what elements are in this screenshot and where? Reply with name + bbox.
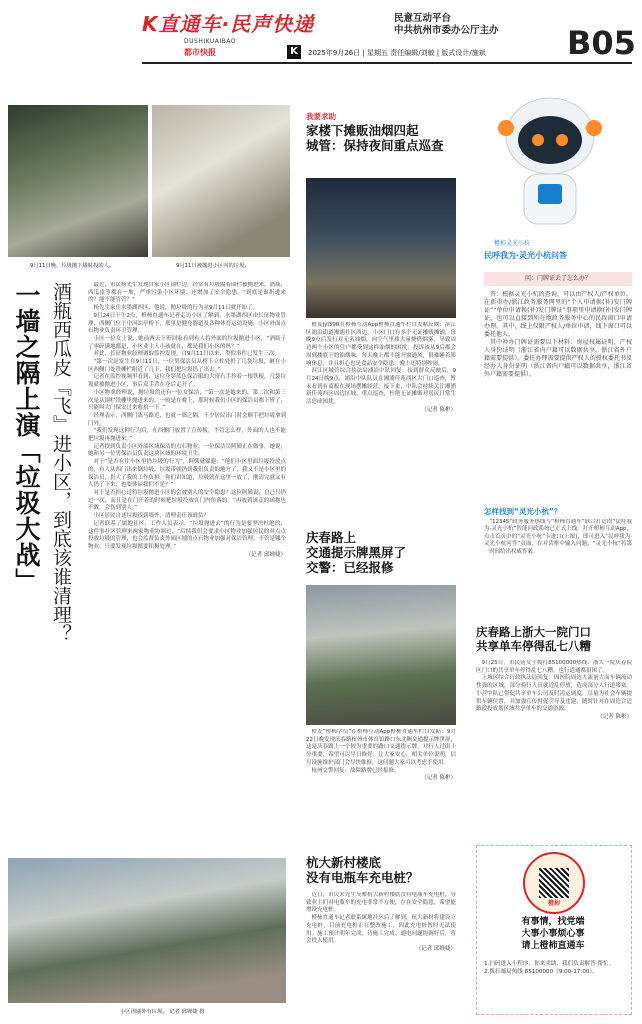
photo3-caption: 小区围墙外有垃圾。 记者 邱婵婕 摄 <box>120 1009 205 1015</box>
qr-label: 橙柿 <box>547 900 560 907</box>
story3-caption: 橙友“橙柿学员”在橙柿互动App橙柿直通车栏目发帖：9月22日晚发现庆春路杭州市体育馆路口东北侧交通提示牌黑屏，这是庆春路上一个较为重要的路口交通提示牌，对行人过街十分重要，希望可以早日修好，让大家安心。相关单位说明，信号设施维护部门会尽快维修，这问题大家可以考虑不使用。 <box>306 729 456 766</box>
story2-photo <box>306 178 456 318</box>
main-photo-3 <box>8 858 286 1003</box>
main-para: 记者在监控视频里看到，这位身穿蓝色保洁服的大哥右手拎着一根铁棍，几袋垃圾就被抛进小区，事后双手背在身后走开了。 <box>88 374 286 389</box>
story2-headline-line1: 家楼下摊贩油烟四起 <box>306 123 419 138</box>
qr-badge <box>523 852 585 914</box>
main-story-body <box>88 282 286 848</box>
ai-answer-block <box>484 291 632 437</box>
main-para: 小区物业经理说，抛垃圾的还有一位女保洁，“第一次是她来的，第二次和第三次是从围栏铁栅里抛进来的。一般是在晚上，那时候我们小区的保洁员都下班了，只能叫大门保安过来收拾一下。” <box>88 389 286 412</box>
ai-question: 问：门牌证丢了怎么办？ <box>484 272 632 286</box>
main-para: 小区居民自述垃圾找到墙外，清理责任该谁负？ <box>93 513 210 520</box>
paper-name-cn: 都市快报 <box>184 48 216 57</box>
main-signature: （记者 邱婵婕） <box>245 551 286 558</box>
story2-kicker-text: 我要求助 <box>306 112 336 121</box>
story5-para: 9月25日，市民汤女士拨打85100000热线：浙大一院庆春院区门口的共享单车停得乱七八糟，也行道通都很困了。 <box>476 660 632 674</box>
story3-reply: 杭州交警回复：故障路牌已经报修。 <box>311 767 400 774</box>
photo1-caption: 9月11日晚，垃圾抛下墙时投的人。 <box>30 263 115 269</box>
story4-headline <box>306 855 419 885</box>
story2-caption: 橙友jyl39R在橙柿互动App橙柿直通车栏目发帖反映：滨江区浦沿街道湘浦社区西边，小区门口有多个无证摊贩摊铺，每晚9点后发行对无名油烟，向空气里排大量烧烤烟雾，导致周边两个小区的住户都受到这样油烟的困扰。投诉该从9后都会周到楼底下的油烟味，每天晚上都不能开窗通风，很难睡着影响休息，并且担心也是食品安全隐患，晚上还特别吵闹。 <box>306 322 456 367</box>
story3-signature: （记者 陈彬） <box>421 775 456 782</box>
story2-signature: （记者 陈彬） <box>421 406 456 413</box>
story4-signature: （记者 邱婵婕） <box>415 945 456 952</box>
date-line: 2025年9月26日 | 星期五 责任编辑/刘敏 | 版式设计/施斌 <box>308 49 486 57</box>
k-mark-icon: K <box>287 45 301 59</box>
robot-mascot-icon <box>484 88 616 238</box>
main-para: 9月24日下午2点，橙柿直通车记者走访小区了解到，水墨湖西区由长征物业管理，西侧门位于中河凉亭桥下，那里是健身器道及各种体育运动设施，小区外面点石物业负责环卫管理。 <box>88 312 286 335</box>
story5-headline-line2: 共享单车停得乱七八糟 <box>476 639 591 653</box>
main-para: 记者联系了属地社区，工作人员表示，“垃圾抛进去”的行为是要坚决杜绝的，这件事社区管理来两家物业协调过，“后续我们会要求小区物业加强居民的对点点投放垃圾的管理，也会监督负责外面区域的点石物业加强对保洁管理，不管是哪个物业，只要发现垃圾都要积极处理。” <box>88 520 286 550</box>
page-number: B05 <box>567 24 636 62</box>
paper-name-en: DUSHIKUAIBAO <box>184 38 236 45</box>
qr-code-icon <box>539 868 569 898</box>
story3-body <box>306 729 456 835</box>
story2-reply: 滨江区城管综合执法局浦沿中队回复：接到群众反映后，9月24日晚9点，浦沿中队队员在湘浦佳苑西区大门口巡查，暂未看到有商贩在现场摆摊经营。接下来，中队会持续关注湘浦新佳苑西区周边区域，重点巡查，杜绝无证摊贩对居民日常生活造成困扰。 <box>306 368 456 406</box>
story3-headline <box>306 530 406 575</box>
story3-headline-line2: 交通提示牌黑屏了 <box>306 545 407 560</box>
mascot-illustration <box>484 88 616 238</box>
slogan-line2: 大事小事烦心事 <box>521 929 585 939</box>
main-para: 对于是否担心过将垃圾抛进小区的会被别人的安全隐患？这位阿姨说，自己只扔过一次，而且是在门开着的时候把垃圾投放在门内角落的。“再放到该走的函物也不敢，会伤到别人。” <box>88 489 286 512</box>
main-photo-2 <box>152 105 290 257</box>
ai-find-body: “12345”政务服务热线与“橙柿直通车”联合打造的“民呼我为·灵光小杭”智能问政系统已正式上线。打开橙柿互动App，点击首页中的“灵光小杭”卡进口(上图)，即可进入“民呼我为·灵光小杭问答”页面，在对话框中输入问题，“灵光小杭”将第一时间给出权威答案。 <box>484 519 632 555</box>
ai-answer: 答：根据灵光小杭的查询，可以由产权人/产权单位，在新重办/浙江政务服务网里的“个人申请换(补)发门牌证”“单位申请换(补)发门牌证”事项里申请换(补)发门牌证，也可以直接到所在地政务服务中心的民政窗口申请办理。其中，线上仅限产权人/单位申请，线下窗口可以委托他人。 <box>484 291 632 338</box>
story5-para: 上城区综合行政执法局回复：因医院周边人流量大而车辆流动性强的区域，部分骑行人员就近乱停放，造成部分人行道堵塞。小营中队已督促共享单车公司及时清运调度，尽量为社会车辆提供车辆位置，并加强宣传督促引导及违建，随时针对在周边合适路段投放划区域共享单车的交通资源。 <box>476 675 632 713</box>
story3-headline-line1: 庆春路上 <box>306 530 357 545</box>
ai-materials: 其中补办门牌证需要以下材料：房屋权属证明，产权人身份证明（浙江省内户籍可以数据共享，浙江省外户籍需要提供）。委托办理需要提供产权人的授权委托书及经办人身份证明（浙江省内户籍可以数据共享，浙江省外户籍需要提供）。 <box>484 339 632 378</box>
story2-headline <box>306 123 444 153</box>
main-headline: 一墙之隔上演「垃圾大战」 <box>12 282 41 594</box>
story4-headline-line2: 没有电瓶车充电桩？ <box>306 870 419 885</box>
masthead-subtitle-line2: 中共杭州市委办公厅主办 <box>394 25 499 36</box>
footer-tip1: 1.扫码进入小程序，你来求助，我们负责解答·帮忙。 <box>484 961 615 967</box>
story2-body <box>306 322 456 492</box>
story4-para: 橙柿直通车记者联系属地社区后了解到，杭大新村将建设立充电桩，目前充电桩正在整改施工，因此充电桩暂时无法使用。施工预计明年完成，待施工完成、通电问题协调好后，将会投入使用。 <box>306 915 456 945</box>
ai-find-heading: 怎样找到“灵光小杭”？ <box>484 507 562 516</box>
slogan-line3: 请上橙柿直通车 <box>521 941 585 951</box>
mascot-label: 橙柿灵光小杭 <box>494 240 531 247</box>
story4-para: 近日，市民宋先生反映杭大新村楼底没有电瓶车充电桩，导致业主们对电瓶车的充电非常不方便，存在安全隐患，希望能增设充电桩。 <box>306 892 456 914</box>
main-para: 小区一位女士说，她前两天下班回家看到有人将外面的垃圾抛进小区，“酒瓶子了零碎满地都是，小区业主人小孩就在，都是我们小区的吗？” <box>88 335 286 350</box>
story5-body <box>476 660 632 832</box>
main-para: 对于“是否有往小区里扔垃圾的行为”，阿姨就躲避：“他们小区里面垃圾投放点的，有人从西门出来倒垃圾，垃圾带就扔到我们负责的地方了，我又不是小区里的保洁员，扔大了我的工作负担。你们讲知道，垃圾就在这里一放了，刚清完就又有人扔了下来，也要体谅我们不是？” <box>88 459 286 489</box>
main-para: 经理表示，西侧门离马路近，也就一墙之隔，不少居民出门时会顺手把垃圾拿到门外。 <box>88 412 286 427</box>
masthead-logo: K直通车·民声快递 <box>142 12 315 36</box>
story5-signature: （记者 陈彬） <box>597 713 632 720</box>
masthead-subtitle-line1: 民意互动平台 <box>394 13 452 24</box>
story3-headline-line3: 交警：已经报修 <box>306 560 394 575</box>
masthead-subtitle <box>394 13 499 37</box>
story4-headline-line1: 杭大新村楼底 <box>306 855 382 870</box>
ai-find-body-wrap <box>484 519 632 615</box>
footer-tip2: 2.拨打邮局热线 85100000（9:00-17:00）。 <box>484 969 598 975</box>
main-para: 对此，长征物业经理调取监控发现，自9月11日以来，类似事件已发生三次。 <box>93 351 281 358</box>
main-para: “我们发现这种行为后，在西侧门放置了宣传板，不管怎么样，外面的人也不能把垃圾再抛进来。” <box>88 428 286 443</box>
main-photo-1 <box>8 105 148 257</box>
story5-headline <box>476 625 591 653</box>
header-rule <box>142 62 632 64</box>
story2-headline-line2: 城管：保持夜间重点巡查 <box>306 138 444 153</box>
story5-headline-line1: 庆春路上浙大一院门口 <box>476 625 591 639</box>
main-para: “第一次是发生在9月11日，一位男保洁员从桥下立柱处扔了几袋垃圾，砸在小区西侧门处铁栅栏附近了几下，我们把垃圾扔了出去。” <box>88 359 286 373</box>
main-para: 最近，市民杨先生发现自家小区围栏边，经常有垃圾隔着围栏被抛进来，酒瓶、西瓜皮等都有一堆，严重污染小区环境，还增加了安全隐患。“到底是谁扔进来的？能不能管管？” <box>88 282 286 304</box>
main-para: 记者找到负责小区外部区域保洁的点石物业，一位保洁员阿姨正在做事。她说，她和另一位男保洁员负责这块区域的环境卫生。 <box>88 443 286 458</box>
main-deck: 酒瓶西瓜皮『飞』进小区，到底该谁清理？ <box>50 282 72 643</box>
story2-kicker <box>306 111 336 122</box>
footer-slogan <box>476 916 630 952</box>
photo2-caption: 9月11日被抛进小区内的垃圾。 <box>176 263 250 269</box>
footer-tips <box>484 960 624 976</box>
main-para: 杨先生家住水墨湖西区，他说，抛垃圾的行为从9月11日就开始了。 <box>93 305 258 312</box>
story4-body <box>306 892 456 1010</box>
slogan-line1: 有事情，找党端 <box>521 917 585 927</box>
ai-heading: 民呼我为·灵光小杭问答 <box>484 251 568 260</box>
story3-photo <box>306 585 456 725</box>
